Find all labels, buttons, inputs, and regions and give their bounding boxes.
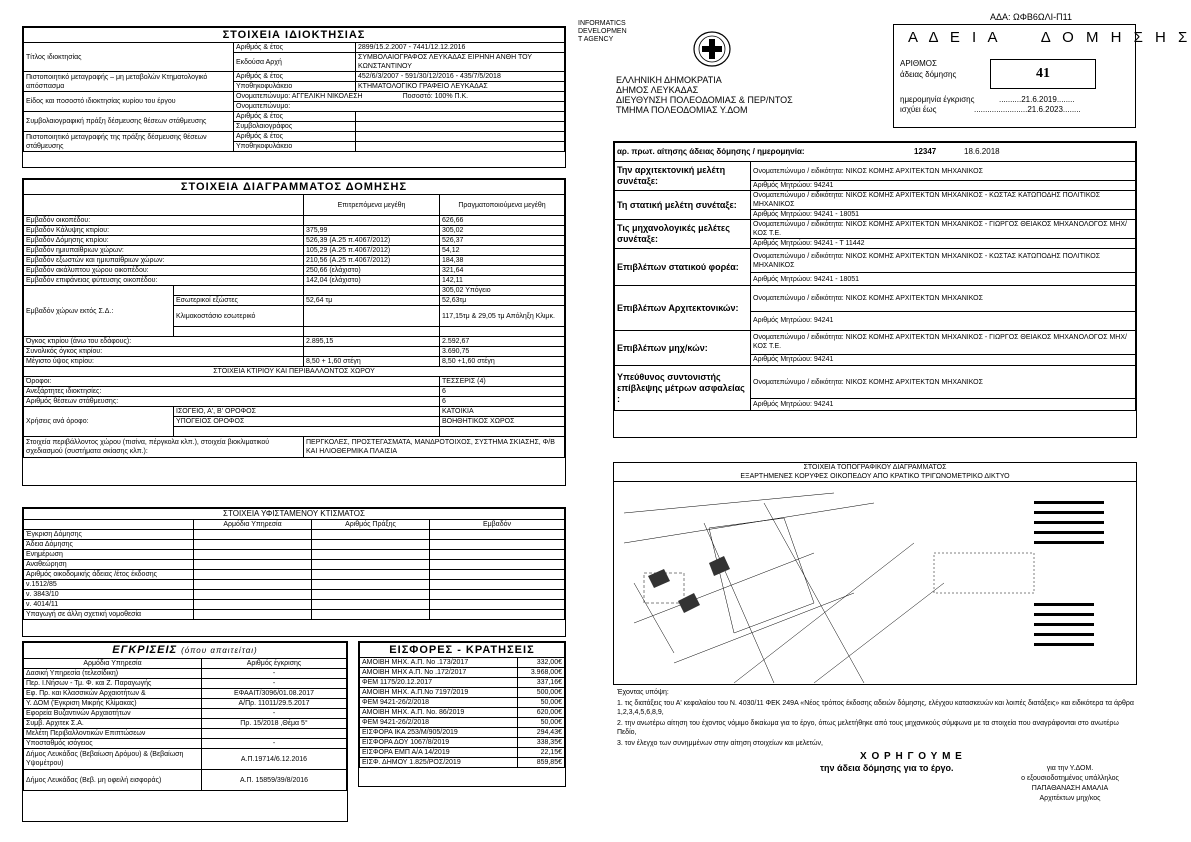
- valid-date: ........................21.6.2023........: [974, 105, 1081, 114]
- existing-title: ΣΤΟΙΧΕΙΑ ΥΦΙΣΤΑΜΕΝΟΥ ΚΤΙΣΜΑΤΟΣ: [24, 509, 565, 520]
- ownership-title: ΣΤΟΙΧΕΙΑ ΙΔΙΟΚΤΗΣΙΑΣ: [24, 28, 565, 43]
- permit-number: 41: [990, 59, 1096, 89]
- org-block: ΕΛΛΗΝΙΚΗ ΔΗΜΟΚΡΑΤΙΑ ΔΗΜΟΣ ΛΕΥΚΑΔΑΣ ΔΙΕΥΘΥΝΣΗ ΠΟΛΕΟΔΟΜΙΑΣ & ΠΕΡ/ΝΤΟΣ ΤΜΗΜΑ ΠΟΛΕΟΔΟΜΙΑΣ Υ.ΔΟΜ: [616, 75, 793, 115]
- permit-box: [893, 24, 1191, 128]
- topo-title-1: ΣΤΟΙΧΕΙΑ ΤΟΠΟΓΡΑΦΙΚΟΥ ΔΙΑΓΡΑΜΜΑΤΟΣ: [803, 464, 947, 471]
- building-footprint: [648, 569, 670, 588]
- topo-section: [613, 462, 1137, 685]
- building-footprint: [678, 593, 700, 613]
- permit-number-label: ΑΡΙΘΜΟΣ: [900, 59, 937, 68]
- emblem-icon: [688, 30, 736, 68]
- permit-title: Α Δ Ε Ι Α Δ Ο Μ Η Σ Η Σ: [908, 29, 1191, 46]
- studies-section: αρ. πρωτ. αίτησης άδειας δόμησης / ημερομηνία: 12347 18.6.2018 Την αρχιτεκτονική μελέτη συνέταξε: Ονοματεπώνυμο / ειδικότητα: ΝΙΚΟΣ ΚΟΜΗΣ ΑΡΧΙΤΕΚΤΩΝ ΜΗΧΑΝΙΚΟΣ Αριθμός Μητρώου: 94241 Τη στατική μελέτη συνέταξε: Ονοματεπώνυμο / ειδικότητα: ΝΙΚΟΣ ΚΟΜΗΣ ΑΡΧΙΤΕΚΤΩΝ ΜΗΧΑΝΙΚΟΣ - ΚΩΣΤΑΣ ΚΑΤΩΠΟΔΗΣ ΠΟΛΙΤΙΚΟΣ ΜΗΧΑΝΙΚΟΣ Αριθμός Μητρώου: 94241 - 18051 Τις μηχανολογικές μελέτες συνέταξε: Ονοματεπώνυμο / ειδικότητα: ΝΙΚΟΣ ΚΟΜΗΣ ΑΡΧΙΤΕΚΤΩΝ ΜΗΧΑΝΙΚΟΣ - ΓΙΩΡΓΟΣ ΘΕΙΑΚΟΣ ΜΗΧΑΝΟΛΟΓΟΣ ΜΗΧ/ΚΟΣ Τ.Ε. Αριθμός Μητρώου: 94241 - Τ 11442 Επιβλέπων στατικού φορέα: Ονοματεπώνυμο / ειδικότητα: ΝΙΚΟΣ ΚΟΜΗΣ ΑΡΧΙΤΕΚΤΩΝ ΜΗΧΑΝΙΚΟΣ - ΚΩΣΤΑΣ ΚΑΤΩΠΟΔΗΣ ΠΟΛΙΤΙΚΟΣ ΜΗΧΑΝΙΚΟΣ Αριθμός Μητρώου: 94241 - 18051 Επιβλέπων Αρχιτεκτονικών: Ονοματεπώνυμο / ειδικότητα: ΝΙΚΟΣ ΚΟΜΗΣ ΑΡΧΙΤΕΚΤΩΝ ΜΗΧΑΝΙΚΟΣ Αριθμός Μητρώου: 94241 Επιβλέπων μηχ/κών: Ονοματεπώνυμο / ειδικότητα: ΝΙΚΟΣ ΚΟΜΗΣ ΑΡΧΙΤΕΚΤΩΝ ΜΗΧΑΝΙΚΟΣ - ΓΙΩΡΓΟΣ ΘΕΙΑΚΟΣ ΜΗΧΑΝΟΛΟΓΟΣ ΜΗΧ/ΚΟΣ Τ.Ε. Αριθμός Μητρώου: 94241 Υπεύθυνος συντονιστής επίβλεψης μέτρων ασφαλείας : Ονοματεπώνυμο / ειδικότητα: ΝΙΚΟΣ ΚΟΜΗΣ ΑΡΧΙΤΕΚΤΩΝ ΜΗΧΑΝΙΚΟΣ Αριθμός Μητρώου: 94241: [613, 141, 1137, 438]
- topographic-plan: [614, 483, 1136, 685]
- fees-title: ΕΙΣΦΟΡΕΣ - ΚΡΑΤΗΣΕΙΣ: [360, 643, 565, 658]
- building-footprint: [709, 556, 730, 576]
- ownership-section: ΣΤΟΙΧΕΙΑ ΙΔΙΟΚΤΗΣΙΑΣ Τίτλος ιδιοκτησίας Αριθμός & έτος 2899/15.2.2007 - 7441/12.12.2016 Εκδούσα Αρχή ΣΥΜΒΟΛΑΙΟΓΡΑΦΟΣ ΛΕΥΚΑΔΑΣ ΕΙΡΗΝΗ ΑΝΘΗ ΤΟΥ ΚΩΝΣΤΑΝΤΙΝΟΥ Πιστοποιητικό μεταγραφής – μη μεταβολών Κτηματολογικό απόσπασμα Αριθμός & έτος 452/6/3/2007 - 591/30/12/2016 - 435/7/5/2018 Υποθηκοφυλάκειο ΚΤΗΜΑΤΟΛΟΓΙΚΟ ΓΡΑΦΕΙΟ ΛΕΥΚΑΔΑΣ Είδος και ποσοστό ιδιοκτησίας κυρίου του έργου Ονοματεπώνυμο: ΑΓΓΕΛΙΚΗ ΝΙΚΟΛΕΣΗ Ποσοστό: 100% Π.Κ. Ονοματεπώνυμο: Συμβολαιογραφική πράξη δέσμευσης θέσεων στάθμευσης Αριθμός & έτος Συμβολαιογράφος Πιστοποιητικό μεταγραφής της πράξης δέσμευσης θέσεων στάθμευσης Αριθμός & έτος Υποθηκοφυλάκειο: [22, 26, 566, 168]
- diagram-title: ΣΤΟΙΧΕΙΑ ΔΙΑΓΡΑΜΜΑΤΟΣ ΔΟΜΗΣΗΣ: [24, 180, 565, 195]
- ada-code: ΑΔΑ: ΩΦΒ6ΩΛΙ-Π11: [990, 12, 1073, 22]
- env-title: ΣΤΟΙΧΕΙΑ ΚΤΙΡΙΟΥ ΚΑΙ ΠΕΡΙΒΑΛΛΟΝΤΟΣ ΧΩΡΟΥ: [24, 367, 565, 377]
- hellenic-emblem: [688, 30, 736, 68]
- fees-section: ΕΙΣΦΟΡΕΣ - ΚΡΑΤΗΣΕΙΣ ΑΜΟΙΒΗ ΜΗΧ. Α.Π. Νο .173/2017 332,00€ ΑΜΟΙΒΗ ΜΗΧ Α.Π. Νο .172/2017 3.968,00€ ΦΕΜ 1175/20.12.2017 337,16€ ΑΜΟΙΒΗ ΜΗΧ. Α.Π.Νο 7197/2019 500,00€ ΦΕΜ 9421-26/2/2018 50,00€ ΑΜΟΙΒΗ ΜΗΧ. Α.Π. Νο. 86/2019 620,00€ ΦΕΜ 9421-26/2/2018 50,00€ ΕΙΣΦΟΡΑ ΙΚΑ 253/Μ/905/2019 294,43€ ΕΙΣΦΟΡΑ ΔΟΥ 1067/8/2019 338,35€ ΕΙΣΦΟΡΑ ΕΜΠ Α/Α 14/2019 22,15€ ΕΙΣΦ. ΔΗΜΟΥ 1.825/ΡΟΣ/2019 859,85€: [358, 641, 566, 787]
- permit-number-sub: άδειας δόμησης: [900, 70, 957, 79]
- valid-label: ισχύει έως: [900, 105, 937, 114]
- topo-title-2: ΕΞΑΡΤΗΜΕΝΕΣ ΚΟΡΥΦΕΣ ΟΙΚΟΠΕΔΟΥ ΑΠΟ ΚΡΑΤΙΚΟ ΤΡΙΓΩΝΟΜΕΤΡΙΚΟ ΔΙΚΤΥΟ: [614, 472, 1136, 482]
- grant-sub: την άδεια δόμησης για το έργο.: [820, 763, 954, 773]
- approval-label: ημερομηνία έγκρισης: [900, 95, 975, 104]
- mini-logo-text: INFORMATICS DEVELOPMEN T AGENCY: [578, 20, 627, 43]
- approvals-section: ΕΓΚΡΙΣΕΙΣ (όπου απαιτείται) Αρμόδια Υπηρεσία Αριθμός έγκρισης Δασική Υπηρεσία (τελεσίδικη) - Περ. Ι.Νήσων - Τμ. Φ. και Ζ. Παραγωγής - Εφ. Πρ. και Κλασσικών Αρχαιοτήτων & ΕΦΑΑΙΤ/3096/01.08.2017 Υ. ΔΟΜ (Έγκριση Μικρής Κλίμακας) Α/Πρ. 11011/29.5.2017 Εφορεία Βυζαντινών Αρχαιοτήτων - Συμβ. Αρχιτεκ Σ.Α. Πρ. 15/2018 ,Θέμα 5° Μελέτη Περιβαλλοντικών Επιπτώσεων Υποσταθμός ισόγειος - Δήμος Λευκάδας (Βεβαίωση Δρόμου) & (Βεβαίωση Υψομέτρου) Α.Π.19714/6.12.2016 Δήμος Λευκάδας (Βεβ. μη οφειλή εισφοράς) Α.Π. 15859/39/8/2016: [22, 641, 348, 822]
- approval-date: ..........21.6.2019........: [999, 95, 1075, 104]
- signature-block: για την Υ.ΔΟΜ. ο εξουσιοδοτημένος υπάλληλος ΠΑΠΑΘΑΝΑΣΗ ΑΜΑΛΙΑ Αρχιτέκτων μηχ/κος: [1021, 765, 1119, 802]
- grant-title: Χ Ο Ρ Η Γ Ο Υ Μ Ε: [860, 751, 963, 762]
- footer-considering: Έχοντας υπόψη: 1. τις διατάξεις του Α' κεφαλαίου του Ν. 4030/11 ΦΕΚ 249Α «Νέος τρόπος έκδοσης αδειών δόμησης, ελέγχου κατασκευών και λοιπές διατάξεις» και ειδικότερα τα άρθρα 1,2,3,4,5,6,8,9, 2. την ανωτέρω αίτηση του έχοντος νόμιμο δικαίωμα για το έργο, όπως μελετήθηκε από τους μηχανικούς σύμφωνα με τα στοιχεία που αναγράφονται στο ανωτέρω Πεδίο, 3. τον έλεγχο των συνημμένων στην αίτηση στοιχείων και μελετών,: [617, 689, 1134, 747]
- existing-section: ΣΤΟΙΧΕΙΑ ΥΦΙΣΤΑΜΕΝΟΥ ΚΤΙΣΜΑΤΟΣ Αρμόδια Υπηρεσία Αριθμός Πράξης Εμβαδόν Έγκριση Δόμησης Άδεια Δόμησης Ενημέρωση Αναθεώρηση Αριθμός οικοδομικής άδειας /έτος έκδοσης ν.1512/85 ν. 3843/10 ν. 4014/11 Υπαγωγή σε άλλη σχετική νομοθεσία: [22, 507, 566, 637]
- diagram-section: ΣΤΟΙΧΕΙΑ ΔΙΑΓΡΑΜΜΑΤΟΣ ΔΟΜΗΣΗΣ Επιτρεπόμενα μεγέθη Πραγματοποιούμενα μεγέθη Εμβαδόν οικοπέδου: 626,66 Εμβαδόν Κάλυψης κτιρίου: 375,99 305,02 Εμβαδόν Δόμησης κτιρίου: 526,39 (Α.25 π.4067/2012) 526,37 Εμβαδόν ημιυπαίθριων χώρων: 105,29 (Α.25 π.4067/2012) 54,12 Εμβαδόν εξωστών και ημιυπαίθριων χώρων: 210,56 (Α.25 π.4067/2012) 184,38 Εμβαδόν ακάλυπτου χώρου οικοπέδου: 250,66 (ελάχιστο) 321,64 Εμβαδόν επιφάνειας φύτευσης οικοπέδου: 142,04 (ελάχιστο) 142,11 Εμβαδόν χώρων εκτός Σ.Δ.: 305,02 Υπόγειο Εσωτερικοί εξώστες 52,64 τμ 52,63τμ Κλιμακοστάσιο εσωτερικό 117,15τμ & 29,05 τμ Απόληξη Κλιμκ. Όγκος κτιρίου (άνω του εδάφους): 2.895,15 2.592,67 Συνολικός όγκος κτιρίου: 3.690,75 Μέγιστο ύψος κτιρίου: 8,50 + 1,60 στέγη 8,50 +1,60 στέγη ΣΤΟΙΧΕΙΑ ΚΤΙΡΙΟΥ ΚΑΙ ΠΕΡΙΒΑΛΛΟΝΤΟΣ ΧΩΡΟΥ Όροφοι: ΤΕΣΣΕΡΙΣ (4) Ανεξάρτητες ιδιοκτησίες: 6 Αριθμός θέσεων στάθμευσης: 6 Χρήσεις ανά όροφο: ΙΣΟΓΕΙΟ, Α', Β' ΟΡΟΦΟΣ ΚΑΤΟΙΚΙΑ ΥΠΟΓΕΙΟΣ ΟΡΟΦΟΣ ΒΟΗΘΗΤΙΚΟΣ ΧΩΡΟΣ Στοιχεία περιβάλλοντος χώρου (πισίνα, πέργκολα κλπ.), στοιχεία βιοκλιματικού σχεδιασμού (συστήματα σκίασης κλπ.): ΠΕΡΓΚΟΛΕΣ, ΠΡΟΣΤΕΓΑΣΜΑΤΑ, ΜΑΝΔΡΟΤΟΙΧΟΣ, ΣΥΣΤΗΜΑ ΣΚΙΑΣΗΣ, Φ/Β ΚΑΙ ΗΛΙΟΘΕΡΜΙΚΑ ΠΛΑΙΣΙΑ: [22, 178, 566, 486]
